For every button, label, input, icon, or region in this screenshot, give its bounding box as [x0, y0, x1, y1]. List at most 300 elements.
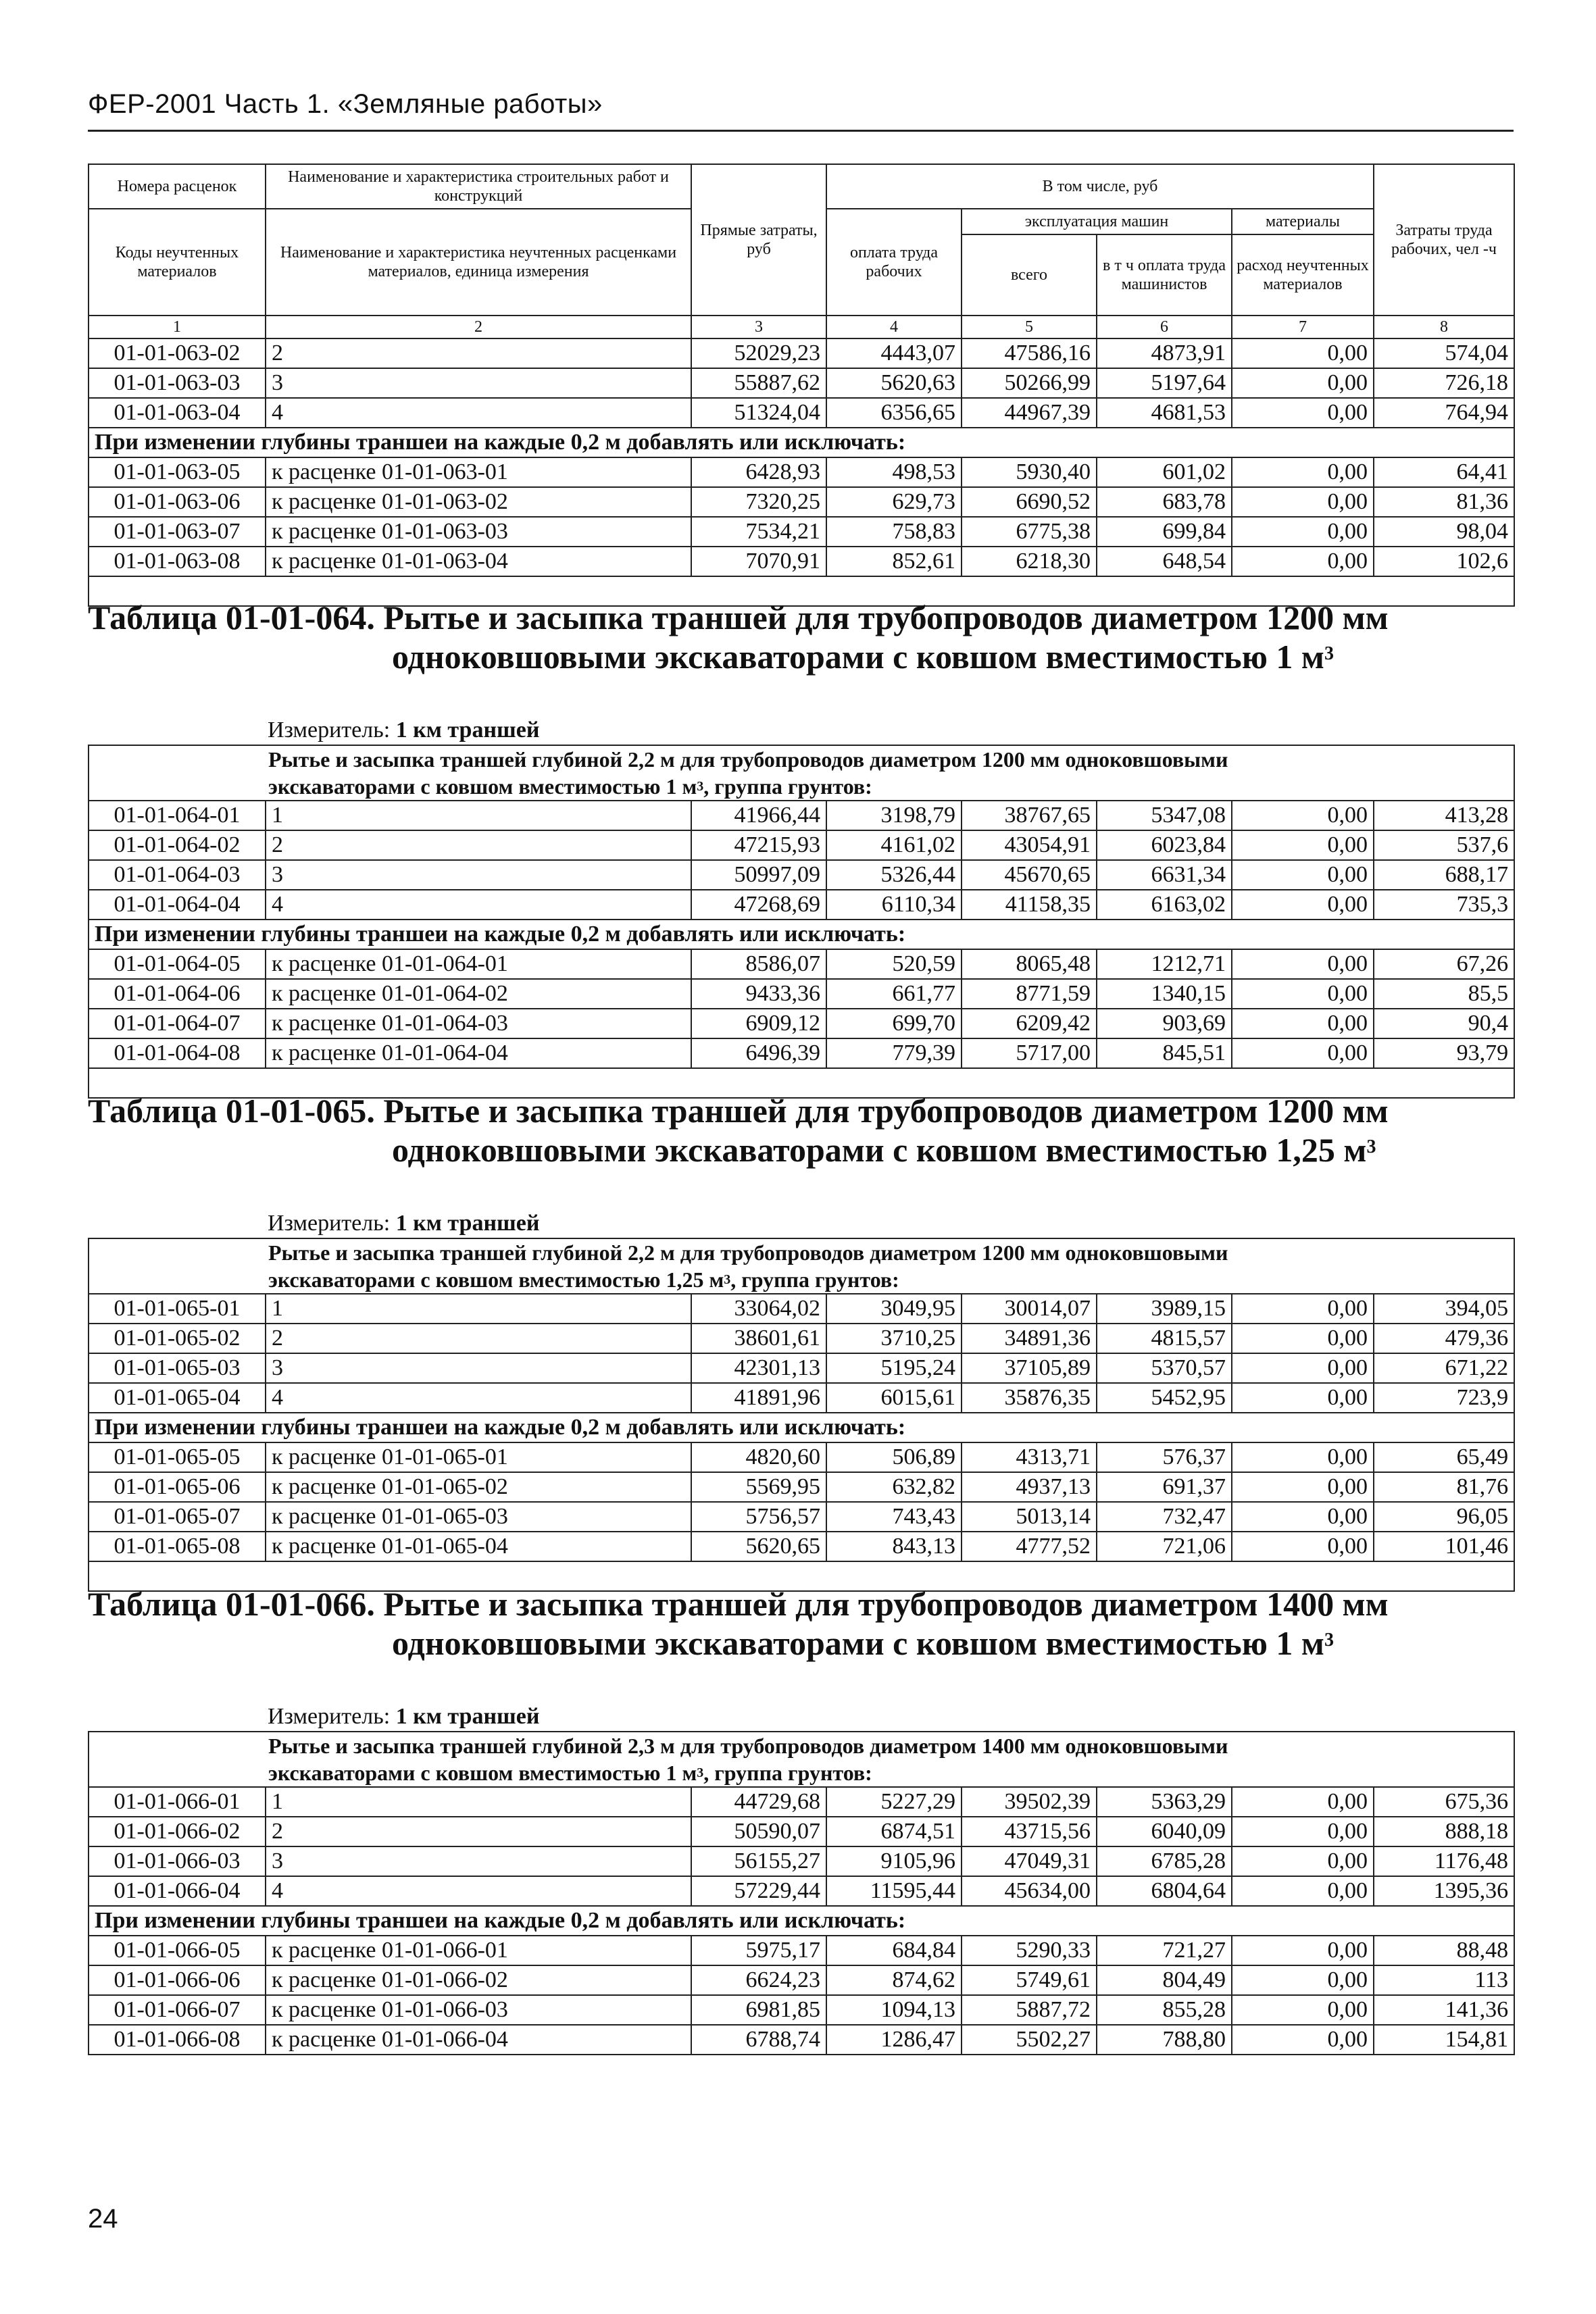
value-cell: 6690,52 [962, 487, 1097, 517]
table-title-line1: Таблица 01-01-064. Рытье и засыпка траншей для трубопроводов диаметром 1200 мм [88, 599, 1389, 636]
col-header-wages: оплата труда рабочих [826, 209, 962, 316]
subheading: При изменении глубины траншеи на каждые 0,2 м добавлять или исключать: [89, 920, 1514, 949]
value-cell: 5717,00 [962, 1038, 1097, 1068]
table-row [89, 517, 1514, 547]
table-row [89, 1009, 1514, 1038]
value-cell: 47049,31 [962, 1846, 1097, 1876]
value-cell: 5975,17 [691, 1936, 826, 1965]
rate-name: 3 [266, 1846, 691, 1876]
value-cell: 4443,07 [826, 338, 962, 368]
rate-name: к расценке 01-01-063-03 [266, 517, 691, 547]
value-cell: 576,37 [1097, 1442, 1232, 1472]
value-cell: 0,00 [1232, 1294, 1374, 1324]
table-row [89, 1383, 1514, 1413]
value-cell: 0,00 [1232, 830, 1374, 860]
value-cell: 4777,52 [962, 1532, 1097, 1561]
value-cell: 0,00 [1232, 338, 1374, 368]
value-cell: 141,36 [1374, 1995, 1514, 2025]
value-cell: 0,00 [1232, 949, 1374, 979]
value-cell: 888,18 [1374, 1817, 1514, 1846]
value-cell: 50590,07 [691, 1817, 826, 1846]
rate-code: 01-01-065-05 [89, 1442, 266, 1472]
value-cell: 6015,61 [826, 1383, 962, 1413]
table-title-line1: Таблица 01-01-065. Рытье и засыпка траншей для трубопроводов диаметром 1200 мм [88, 1092, 1389, 1130]
value-cell: 6110,34 [826, 890, 962, 920]
rate-code: 01-01-064-08 [89, 1038, 266, 1068]
value-cell: 93,79 [1374, 1038, 1514, 1068]
desc-line2: экскаваторами с ковшом вместимостью 1,25 м [268, 1267, 724, 1292]
superscript: 3 [1366, 1136, 1376, 1157]
value-cell: 0,00 [1232, 368, 1374, 398]
rate-code: 01-01-064-03 [89, 860, 266, 890]
value-cell: 5195,24 [826, 1353, 962, 1383]
rate-name: 4 [266, 890, 691, 920]
rate-name: к расценке 01-01-065-02 [266, 1472, 691, 1502]
rates-table [88, 1703, 1515, 2055]
desc-line2: экскаваторами с ковшом вместимостью 1 м [268, 774, 697, 799]
value-cell: 1340,15 [1097, 979, 1232, 1009]
value-cell: 44729,68 [691, 1787, 826, 1817]
value-cell: 699,84 [1097, 517, 1232, 547]
value-cell: 874,62 [826, 1965, 962, 1995]
table-row [89, 1442, 1514, 1472]
value-cell: 520,59 [826, 949, 962, 979]
table-row [89, 368, 1514, 398]
value-cell: 0,00 [1232, 1876, 1374, 1906]
rate-name: к расценке 01-01-063-01 [266, 457, 691, 487]
value-cell: 764,94 [1374, 398, 1514, 428]
value-cell: 0,00 [1232, 1846, 1374, 1876]
subheading: При изменении глубины траншеи на каждые 0,2 м добавлять или исключать: [89, 428, 1514, 457]
value-cell: 101,46 [1374, 1532, 1514, 1561]
table-row [89, 1787, 1514, 1817]
col-header-name-top: Наименование и характеристика строительных работ и конструкций [266, 164, 691, 209]
table-row [89, 979, 1514, 1009]
col-header-group: В том числе, руб [826, 164, 1374, 209]
value-cell: 6981,85 [691, 1995, 826, 2025]
rate-code: 01-01-065-02 [89, 1324, 266, 1353]
rate-name: 1 [266, 1787, 691, 1817]
value-cell: 574,04 [1374, 338, 1514, 368]
table-row [89, 457, 1514, 487]
value-cell: 0,00 [1232, 517, 1374, 547]
value-cell: 629,73 [826, 487, 962, 517]
value-cell: 9105,96 [826, 1846, 962, 1876]
rate-name: к расценке 01-01-064-03 [266, 1009, 691, 1038]
table-row [89, 487, 1514, 517]
col-header-material-use: расход неучтенных материалов [1232, 234, 1374, 316]
rate-code: 01-01-064-01 [89, 801, 266, 830]
value-cell: 3989,15 [1097, 1294, 1232, 1324]
value-cell: 3049,95 [826, 1294, 962, 1324]
value-cell: 45670,65 [962, 860, 1097, 890]
table-row [89, 1995, 1514, 2025]
table-title-line2 [88, 1130, 1514, 1169]
rate-code: 01-01-064-06 [89, 979, 266, 1009]
value-cell: 6209,42 [962, 1009, 1097, 1038]
value-cell: 42301,13 [691, 1353, 826, 1383]
col-header-codes-top: Номера расценок [89, 164, 266, 209]
table-row [89, 398, 1514, 428]
value-cell: 6624,23 [691, 1965, 826, 1995]
value-cell: 44967,39 [962, 398, 1097, 428]
value-cell: 5452,95 [1097, 1383, 1232, 1413]
rate-name: 2 [266, 1324, 691, 1353]
value-cell: 732,47 [1097, 1502, 1232, 1532]
value-cell: 5930,40 [962, 457, 1097, 487]
column-number: 5 [962, 316, 1097, 338]
desc-line3: , группа грунтов: [703, 774, 872, 799]
value-cell: 6909,12 [691, 1009, 826, 1038]
rate-code: 01-01-064-07 [89, 1009, 266, 1038]
value-cell: 6040,09 [1097, 1817, 1232, 1846]
value-cell: 845,51 [1097, 1038, 1232, 1068]
rate-name: к расценке 01-01-063-04 [266, 547, 691, 576]
column-number: 2 [266, 316, 691, 338]
value-cell: 601,02 [1097, 457, 1232, 487]
rate-code: 01-01-064-02 [89, 830, 266, 860]
value-cell: 7070,91 [691, 547, 826, 576]
value-cell: 11595,44 [826, 1876, 962, 1906]
subheading-row [89, 920, 1514, 949]
value-cell: 64,41 [1374, 457, 1514, 487]
rate-code: 01-01-065-06 [89, 1472, 266, 1502]
value-cell: 5749,61 [962, 1965, 1097, 1995]
table-title-text: одноковшовыми экскаваторами с ковшом вместимостью 1 м [392, 1624, 1324, 1662]
meter-label: Измеритель: [268, 1704, 391, 1729]
rate-name: 2 [266, 830, 691, 860]
value-cell: 394,05 [1374, 1294, 1514, 1324]
table-063 [88, 164, 1515, 607]
subheading-row [89, 1413, 1514, 1442]
rate-code: 01-01-063-02 [89, 338, 266, 368]
superscript: 3 [697, 1765, 704, 1780]
value-cell: 0,00 [1232, 1038, 1374, 1068]
value-cell: 4873,91 [1097, 338, 1232, 368]
value-cell: 479,36 [1374, 1324, 1514, 1353]
value-cell: 699,70 [826, 1009, 962, 1038]
superscript: 3 [1324, 643, 1334, 664]
superscript: 3 [724, 1272, 731, 1287]
rate-code: 01-01-066-07 [89, 1995, 266, 2025]
value-cell: 6428,93 [691, 457, 826, 487]
value-cell: 4937,13 [962, 1472, 1097, 1502]
table-row [89, 949, 1514, 979]
value-cell: 779,39 [826, 1038, 962, 1068]
value-cell: 3198,79 [826, 801, 962, 830]
rate-code: 01-01-065-04 [89, 1383, 266, 1413]
rate-code: 01-01-063-08 [89, 547, 266, 576]
value-cell: 671,22 [1374, 1353, 1514, 1383]
value-cell: 38601,61 [691, 1324, 826, 1353]
value-cell: 6874,51 [826, 1817, 962, 1846]
subheading: При изменении глубины траншеи на каждые 0,2 м добавлять или исключать: [89, 1413, 1514, 1442]
meter-label: Измеритель: [268, 718, 391, 743]
value-cell: 5502,27 [962, 2025, 1097, 2055]
value-cell: 51324,04 [691, 398, 826, 428]
running-header: ФЕР-2001 Часть 1. «Земляные работы» [88, 89, 603, 119]
table-title [88, 1091, 1514, 1169]
value-cell: 0,00 [1232, 1817, 1374, 1846]
rate-name: к расценке 01-01-065-01 [266, 1442, 691, 1472]
rate-code: 01-01-064-05 [89, 949, 266, 979]
value-cell: 5013,14 [962, 1502, 1097, 1532]
rate-code: 01-01-066-05 [89, 1936, 266, 1965]
table-row [89, 1324, 1514, 1353]
value-cell: 6218,30 [962, 547, 1097, 576]
rate-name: 4 [266, 1383, 691, 1413]
table-row [89, 1965, 1514, 1995]
meter-label: Измеритель: [268, 1211, 391, 1236]
col-header-name-bottom: Наименование и характеристика неучтенных расценками материалов, единица измерения [266, 209, 691, 316]
value-cell: 43715,56 [962, 1817, 1097, 1846]
table-row [89, 1294, 1514, 1324]
value-cell: 4161,02 [826, 830, 962, 860]
rate-code: 01-01-065-07 [89, 1502, 266, 1532]
table-row [89, 1876, 1514, 1906]
value-cell: 4313,71 [962, 1442, 1097, 1472]
value-cell: 506,89 [826, 1442, 962, 1472]
value-cell: 5197,64 [1097, 368, 1232, 398]
value-cell: 45634,00 [962, 1876, 1097, 1906]
rate-code: 01-01-066-04 [89, 1876, 266, 1906]
value-cell: 47268,69 [691, 890, 826, 920]
work-description [89, 745, 1514, 801]
value-cell: 52029,23 [691, 338, 826, 368]
col-header-total: всего [962, 234, 1097, 316]
value-cell: 9433,36 [691, 979, 826, 1009]
rate-code: 01-01-063-07 [89, 517, 266, 547]
meter-value: 1 км траншей [395, 1211, 540, 1236]
value-cell: 721,27 [1097, 1936, 1232, 1965]
value-cell: 47215,93 [691, 830, 826, 860]
value-cell: 55887,62 [691, 368, 826, 398]
rate-name: к расценке 01-01-064-02 [266, 979, 691, 1009]
value-cell: 0,00 [1232, 1502, 1374, 1532]
value-cell: 5227,29 [826, 1787, 962, 1817]
table-row [89, 1936, 1514, 1965]
value-cell: 5887,72 [962, 1995, 1097, 2025]
value-cell: 7534,21 [691, 517, 826, 547]
rate-code: 01-01-066-08 [89, 2025, 266, 2055]
table-title-text: одноковшовыми экскаваторами с ковшом вместимостью 1 м [392, 638, 1324, 676]
value-cell: 50997,09 [691, 860, 826, 890]
rate-name: 3 [266, 1353, 691, 1383]
table-row [89, 1038, 1514, 1068]
col-header-direct-costs: Прямые затраты, руб [691, 164, 826, 316]
subheading-row [89, 1906, 1514, 1936]
subheading: При изменении глубины траншеи на каждые 0,2 м добавлять или исключать: [89, 1906, 1514, 1936]
rate-name: 3 [266, 860, 691, 890]
rate-name: к расценке 01-01-063-02 [266, 487, 691, 517]
value-cell: 50266,99 [962, 368, 1097, 398]
rate-name: к расценке 01-01-064-04 [266, 1038, 691, 1068]
value-cell: 691,37 [1097, 1472, 1232, 1502]
value-cell: 67,26 [1374, 949, 1514, 979]
table-row [89, 860, 1514, 890]
col-header-operator-wages: в т ч оплата труда машинистов [1097, 234, 1232, 316]
value-cell: 0,00 [1232, 1532, 1374, 1561]
value-cell: 56155,27 [691, 1846, 826, 1876]
value-cell: 1176,48 [1374, 1846, 1514, 1876]
rate-code: 01-01-065-03 [89, 1353, 266, 1383]
value-cell: 4820,60 [691, 1442, 826, 1472]
value-cell: 498,53 [826, 457, 962, 487]
value-cell: 113 [1374, 1965, 1514, 1995]
value-cell: 102,6 [1374, 547, 1514, 576]
value-cell: 3710,25 [826, 1324, 962, 1353]
value-cell: 0,00 [1232, 398, 1374, 428]
value-cell: 7320,25 [691, 487, 826, 517]
rate-code: 01-01-066-01 [89, 1787, 266, 1817]
value-cell: 0,00 [1232, 1965, 1374, 1995]
rate-code: 01-01-063-03 [89, 368, 266, 398]
meter-value: 1 км траншей [395, 1704, 540, 1729]
value-cell: 5569,95 [691, 1472, 826, 1502]
rate-name: к расценке 01-01-066-01 [266, 1936, 691, 1965]
value-cell: 0,00 [1232, 487, 1374, 517]
rate-code: 01-01-065-08 [89, 1532, 266, 1561]
rate-code: 01-01-066-06 [89, 1965, 266, 1995]
rate-code: 01-01-066-02 [89, 1817, 266, 1846]
rate-name: 2 [266, 338, 691, 368]
rate-name: 2 [266, 1817, 691, 1846]
table-row [89, 338, 1514, 368]
value-cell: 88,48 [1374, 1936, 1514, 1965]
value-cell: 6163,02 [1097, 890, 1232, 920]
rate-name: к расценке 01-01-065-03 [266, 1502, 691, 1532]
desc-line3: , группа грунтов: [730, 1267, 899, 1292]
table-row [89, 1472, 1514, 1502]
value-cell: 8771,59 [962, 979, 1097, 1009]
table-row [89, 2025, 1514, 2055]
subheading-row [89, 428, 1514, 457]
value-cell: 34891,36 [962, 1324, 1097, 1353]
value-cell: 0,00 [1232, 1936, 1374, 1965]
value-cell: 5326,44 [826, 860, 962, 890]
value-cell: 6775,38 [962, 517, 1097, 547]
table-row [89, 1846, 1514, 1876]
value-cell: 843,13 [826, 1532, 962, 1561]
rate-name: к расценке 01-01-066-04 [266, 2025, 691, 2055]
value-cell: 5756,57 [691, 1502, 826, 1532]
value-cell: 47586,16 [962, 338, 1097, 368]
value-cell: 81,76 [1374, 1472, 1514, 1502]
value-cell: 683,78 [1097, 487, 1232, 517]
value-cell: 675,36 [1374, 1787, 1514, 1817]
value-cell: 30014,07 [962, 1294, 1097, 1324]
value-cell: 6496,39 [691, 1038, 826, 1068]
value-cell: 41966,44 [691, 801, 826, 830]
value-cell: 0,00 [1232, 1383, 1374, 1413]
desc-line1: Рытье и засыпка траншей глубиной 2,3 м для трубопроводов диаметром 1400 мм одноковшовыми [268, 1734, 1228, 1758]
column-number: 8 [1374, 316, 1514, 338]
column-number: 3 [691, 316, 826, 338]
value-cell: 33064,02 [691, 1294, 826, 1324]
value-cell: 8586,07 [691, 949, 826, 979]
value-cell: 0,00 [1232, 979, 1374, 1009]
rate-name: к расценке 01-01-064-01 [266, 949, 691, 979]
value-cell: 6023,84 [1097, 830, 1232, 860]
value-cell: 57229,44 [691, 1876, 826, 1906]
page-number: 24 [88, 2204, 118, 2234]
value-cell: 0,00 [1232, 860, 1374, 890]
col-header-labor: Затраты труда рабочих, чел -ч [1374, 164, 1514, 316]
value-cell: 758,83 [826, 517, 962, 547]
value-cell: 684,84 [826, 1936, 962, 1965]
value-cell: 0,00 [1232, 2025, 1374, 2055]
value-cell: 41158,35 [962, 890, 1097, 920]
value-cell: 1212,71 [1097, 949, 1232, 979]
value-cell: 65,49 [1374, 1442, 1514, 1472]
value-cell: 0,00 [1232, 547, 1374, 576]
rate-name: 1 [266, 801, 691, 830]
rates-table [88, 1209, 1515, 1592]
value-cell: 154,81 [1374, 2025, 1514, 2055]
rate-name: к расценке 01-01-066-02 [266, 1965, 691, 1995]
value-cell: 735,3 [1374, 890, 1514, 920]
value-cell: 1094,13 [826, 1995, 962, 2025]
value-cell: 0,00 [1232, 1009, 1374, 1038]
rate-code: 01-01-065-01 [89, 1294, 266, 1324]
value-cell: 1395,36 [1374, 1876, 1514, 1906]
value-cell: 0,00 [1232, 801, 1374, 830]
value-cell: 6788,74 [691, 2025, 826, 2055]
meter [89, 716, 1514, 745]
value-cell: 721,06 [1097, 1532, 1232, 1561]
value-cell: 413,28 [1374, 801, 1514, 830]
rate-name: к расценке 01-01-066-03 [266, 1995, 691, 2025]
value-cell: 632,82 [826, 1472, 962, 1502]
value-cell: 804,49 [1097, 1965, 1232, 1995]
value-cell: 0,00 [1232, 1324, 1374, 1353]
table-title-line2 [88, 637, 1514, 676]
meter-value: 1 км траншей [395, 718, 540, 743]
value-cell: 37105,89 [962, 1353, 1097, 1383]
value-cell: 4681,53 [1097, 398, 1232, 428]
column-number: 4 [826, 316, 962, 338]
rate-code: 01-01-063-04 [89, 398, 266, 428]
value-cell: 648,54 [1097, 547, 1232, 576]
value-cell: 1286,47 [826, 2025, 962, 2055]
table-row [89, 890, 1514, 920]
value-cell: 96,05 [1374, 1502, 1514, 1532]
value-cell: 0,00 [1232, 1353, 1374, 1383]
value-cell: 726,18 [1374, 368, 1514, 398]
col-header-codes-bottom: Коды неучтенных материалов [89, 209, 266, 316]
value-cell: 0,00 [1232, 1787, 1374, 1817]
rate-name: к расценке 01-01-065-04 [266, 1532, 691, 1561]
value-cell: 0,00 [1232, 1472, 1374, 1502]
value-cell: 5347,08 [1097, 801, 1232, 830]
superscript: 3 [697, 779, 704, 794]
value-cell: 41891,96 [691, 1383, 826, 1413]
rate-name: 3 [266, 368, 691, 398]
column-number: 1 [89, 316, 266, 338]
value-cell: 6785,28 [1097, 1846, 1232, 1876]
value-cell: 903,69 [1097, 1009, 1232, 1038]
rates-table [88, 716, 1515, 1099]
table-title-text: одноковшовыми экскаваторами с ковшом вместимостью 1,25 м [392, 1131, 1367, 1169]
value-cell: 688,17 [1374, 860, 1514, 890]
value-cell: 5370,57 [1097, 1353, 1232, 1383]
desc-line1: Рытье и засыпка траншей глубиной 2,2 м для трубопроводов диаметром 1200 мм одноковшовыми [268, 1240, 1228, 1265]
header-rule [88, 130, 1514, 132]
table-row [89, 1353, 1514, 1383]
rate-name: 4 [266, 398, 691, 428]
rate-name: 4 [266, 1876, 691, 1906]
rate-code: 01-01-063-06 [89, 487, 266, 517]
